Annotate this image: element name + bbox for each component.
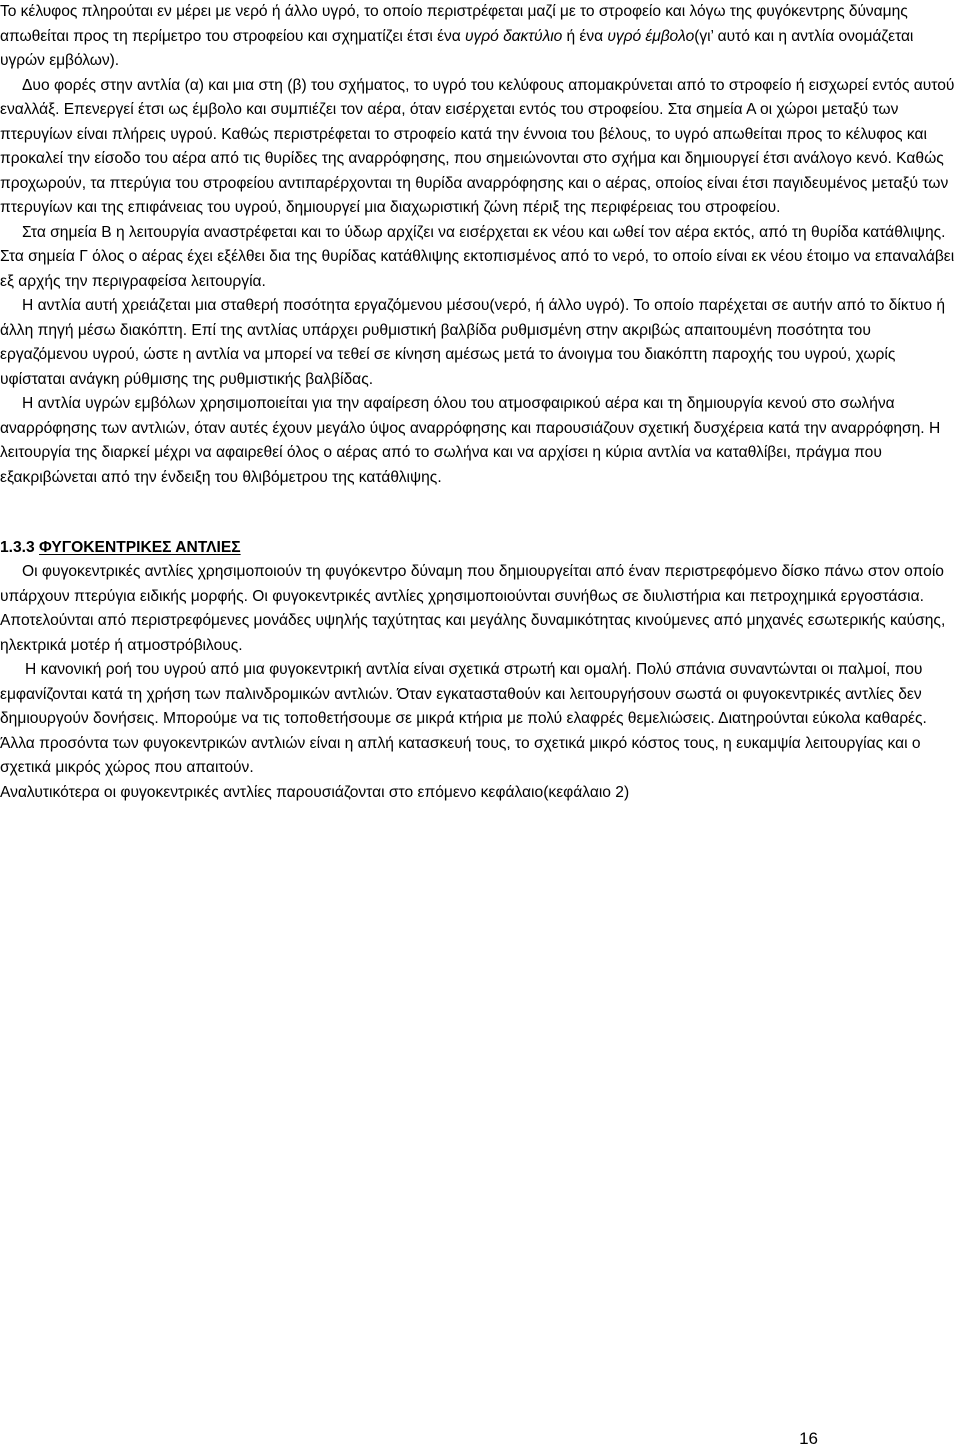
paragraph-text: ή ένα (562, 27, 608, 45)
section-centrifugal-pumps (0, 560, 960, 805)
paragraph-text: Το κέλυφος πληρούται εν μέρει με νερό ή άλλο υγρό, το οποίο περιστρέφεται μαζί με το στροφείο και λόγω της φυγόκεντρης δύναμης απωθείται προς τη περίμετρο του στροφείου και σχηματίζει έτσι ένα (0, 3, 908, 45)
paragraph-points-b-g: Στα σημεία Β η λειτουργία αναστρέφεται και το ύδωρ αρχίζει να εισέρχεται εκ νέου και ωθεί τον αέρα εκτός, από τη θυρίδα κατάθλιψης. Στα σημεία Γ όλος ο αέρας έχει εξέλθει δια της θυρίδας κατάθλιψης εκτοπισμένος από το νερό, το οποίο είναι εκ νέου έτοιμο να επαναλάβει εξ αρχής την περιγραφείσα λειτουργία. (0, 223, 955, 290)
paragraph-centrifugal-intro: Οι φυγοκεντρικές αντλίες χρησιμοποιούν τη φυγόκεντρο δύναμη που δημιουργείται από έναν περιστρεφόμενο δίσκο πάνω στον οποίο υπάρχουν πτερύγια ειδικής μορφής. Οι φυγοκεντρικές αντλίες χρησιμοποιούνται συνήθως σε διυλιστήρια και πετροχημικά εργοστάσια. Αποτελούνται από περιστρεφόμενες μονάδες υψηλής ταχύτητας και μεγάλης δυναμικότητας κινούμενες από μηχανές εσωτερικής καύσης, ηλεκτρικά μοτέρ ή ατμοστρόβιλους. (0, 563, 946, 654)
paragraph-next-chapter: Αναλυτικότερα οι φυγοκεντρικές αντλίες παρουσιάζονται στο επόμενο κεφάλαιο(κεφάλαιο 2) (0, 783, 630, 801)
section-title: ΦΥΓΟΚΕΝΤΡΙΚΕΣ ΑΝΤΛΙΕΣ (39, 539, 241, 556)
section-liquid-ring-pump (0, 0, 960, 490)
page-number: 16 (799, 1429, 818, 1448)
italic-term: υγρό δακτύλιο (465, 27, 563, 45)
paragraph-centrifugal-flow: Η κανονική ροή του υγρού από μια φυγοκεντρική αντλία είναι σχετικά στρωτή και ομαλή. Πολύ σπάνια συναντώνται οι παλμοί, που εμφανίζονται κατά τη χρήση των παλινδρομικών αντλιών. Όταν εγκατασταθούν και λειτουργήσουν σωστά οι φυγοκεντρικές αντλίες δεν δημιουργούν δονήσεις. Μπορούμε να τις τοποθετήσουμε σε μικρά κτήρια με πολύ ελαφρές θεμελιώσεις. Διατηρούνται εύκολα καθαρές. Άλλα προσόντα των φυγοκεντρικών αντλιών είναι η απλή κατασκευή τους, το σχετικά μικρό κόστος τους, η ευκαμψία λειτουργίας και ο σχετικά μικρός χώρος που απαιτούν. (0, 661, 927, 776)
paragraph-text: (γι’ αυτό και η αντλία ονομάζεται υγρών εμβόλων). (0, 27, 914, 69)
section-number: 1.3.3 (0, 539, 40, 556)
italic-term: υγρό έμβολο (607, 27, 695, 45)
paragraph-operation: Δυο φορές στην αντλία (α) και μια στη (β) του σχήματος, το υγρό του κελύφους απομακρύνεται από το στροφείο ή εισχωρεί εντός αυτού εναλλάξ. Επενεργεί έτσι ως έμβολο και συμπιέζει τον αέρα, όταν εισέρχεται εντός του στροφείου. Στα σημεία Α οι χώροι μεταξύ των πτερυγίων είναι πλήρεις υγρού. Καθώς περιστρέφεται το στροφείο κατά την έννοια του βέλους, το υγρό απωθείται προς το κέλυφος και προκαλεί την είσοδο του αέρα από τις θυρίδες της αναρρόφησης, που σημειώνονται στο σχήμα και δημιουργεί έτσι ανάλογο κενό. Καθώς προχωρούν, τα πτερύγια του στροφείου αντιπαρέρχονται τη θυρίδα αναρρόφησης και ο αέρας, οποίος είναι έτσι παγιδευμένος μεταξύ των πτερυγίων και της επιφάνειας του υγρού, δημιουργεί μια διαχωριστική ζώνη πέριξ της περιφέρειας του στροφείου. (0, 76, 955, 216)
paragraph-working-fluid: Η αντλία αυτή χρειάζεται μια σταθερή ποσότητα εργαζόμενου μέσου(νερό, ή άλλο υγρό). Το οποίο παρέχεται σε αυτήν από το δίκτυο ή άλλη πηγή μέσω διακόπτη. Επί της αντλίας υπάρχει ρυθμιστική βαλβίδα ρυθμισμένη στην ακριβώς απαιτουμένη ποσότητα του εργαζόμενου υγρού, ώστε η αντλία να μπορεί να τεθεί σε κίνηση αμέσως μετά το άνοιγμα του διακόπτη παροχής του υγρού, χωρίς υφίσταται ανάγκη ρύθμισης της ρυθμιστικής βαλβίδας. (0, 297, 946, 388)
section-heading (0, 536, 241, 561)
paragraph-liquid-ring-intro (0, 0, 960, 74)
paragraph-usage: Η αντλία υγρών εμβόλων χρησιμοποιείται για την αφαίρεση όλου του ατμοσφαιρικού αέρα και τη δημιουργία κενού στο σωλήνα αναρρόφησης των αντλιών, όταν αυτές έχουν μεγάλο ύψος αναρρόφησης και παρουσιάζουν σχετική δυσχέρεια κατά την αναρρόφηση. Η λειτουργία της διαρκεί μέχρι να αφαιρεθεί όλος ο αέρας από το σωλήνα και να αρχίσει η κύρια αντλία να καταθλίβει, πράγμα που εξακριβώνεται από την ένδειξη του θλιβόμετρου της κατάθλιψης. (0, 395, 941, 486)
